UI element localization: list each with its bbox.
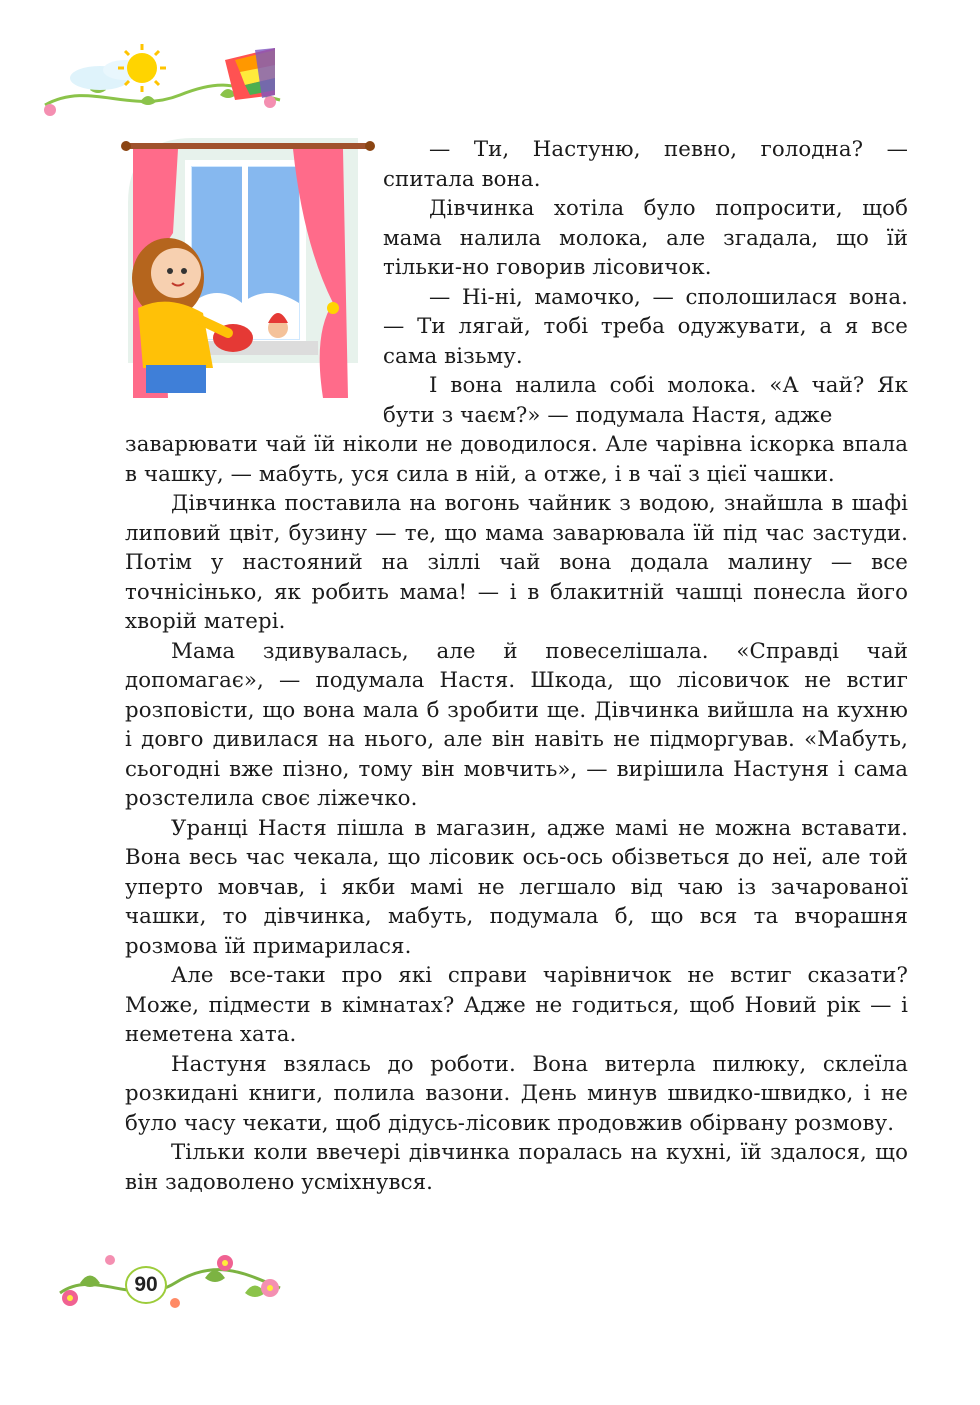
sun-kite-decoration [30, 40, 290, 140]
girl-at-window-illustration [118, 133, 378, 413]
paragraph: Дівчинка хотіла було попросити, щоб мама налила молока, але згадала, що їй тільки-но говорив лісовичок. [383, 196, 908, 280]
paragraph: Тільки коли ввечері дівчинка поралась на кухні, їй здалося, що він задоволено усміхнувся. [125, 1140, 908, 1195]
text-column-beside-image [383, 135, 908, 430]
page-number: 90 [125, 1266, 167, 1304]
paragraph: — Ні-ні, мамочко, — сполошилася вона. — Ти лягай, тобі треба одужувати, а я все сама візьму. [383, 284, 908, 369]
paragraph: — Ти, Настуню, певно, голодна? — спитала вона. [383, 137, 908, 192]
flower-icon [62, 1290, 78, 1306]
main-text-block [125, 430, 908, 1197]
flower-icon [261, 1279, 279, 1297]
paragraph-continuation: заварювати чай їй ніколи не доводилося. Але чарівна іскорка впала в чашку, — мабуть, уся сила в ній, а отже, і в чаї з цієї чашки. [125, 432, 908, 487]
flower-icon [217, 1255, 233, 1271]
paragraph: Настуня взялась до роботи. Вона витерла пилюку, склеїла розкидані книги, полила вазони. День минув швидко-швидко, і не було часу чекати, щоб дідусь-лісовик продовжив обірвану розмову. [125, 1051, 908, 1136]
paragraph: Але все-таки про які справи чарівничок не встиг сказати? Може, підмести в кімнатах? Адже не годиться, щоб Новий рік — і неметена хата. [125, 963, 908, 1047]
paragraph: І вона налила собі молока. «А чай? Як бути з чаєм?» — подумала Настя, адже [383, 373, 908, 428]
flower-decoration [55, 1248, 285, 1318]
paragraph: Мама здивувалась, але й повеселішала. «Справді чай допомагає», — подумала Настя. Шкода, що лісовичок не встиг розповісти, що вона мала б зробити ще. Дівчинка вийшла на кухню і довго дивилася на нього, але він навіть не підморгував. «Мабуть, сьогодні вже пізно, тому він мовчить», — вирішила Настуня і сама розстелила своє ліжечко. [125, 638, 908, 811]
paragraph: Дівчинка поставила на вогонь чайник з водою, знайшла в шафі липовий цвіт, бузину — те, що мама заварювала їй під час застуди. Потім у настояний на зіллі чай вона додала малину — все точнісінько, як робить мама! — і в блакитній чашці понесла його хворій матері. [125, 491, 908, 634]
paragraph: Уранці Настя пішла в магазин, адже мамі не можна вставати. Вона весь час чекала, що лісовик ось-ось обізветься до неї, але той уперто мовчав, і якби мамі не легшало від чаю із зачарованої чашки, то дівчинка, мабуть, подумала б, що вся та вчорашня розмова їй примарилася. [125, 815, 908, 959]
